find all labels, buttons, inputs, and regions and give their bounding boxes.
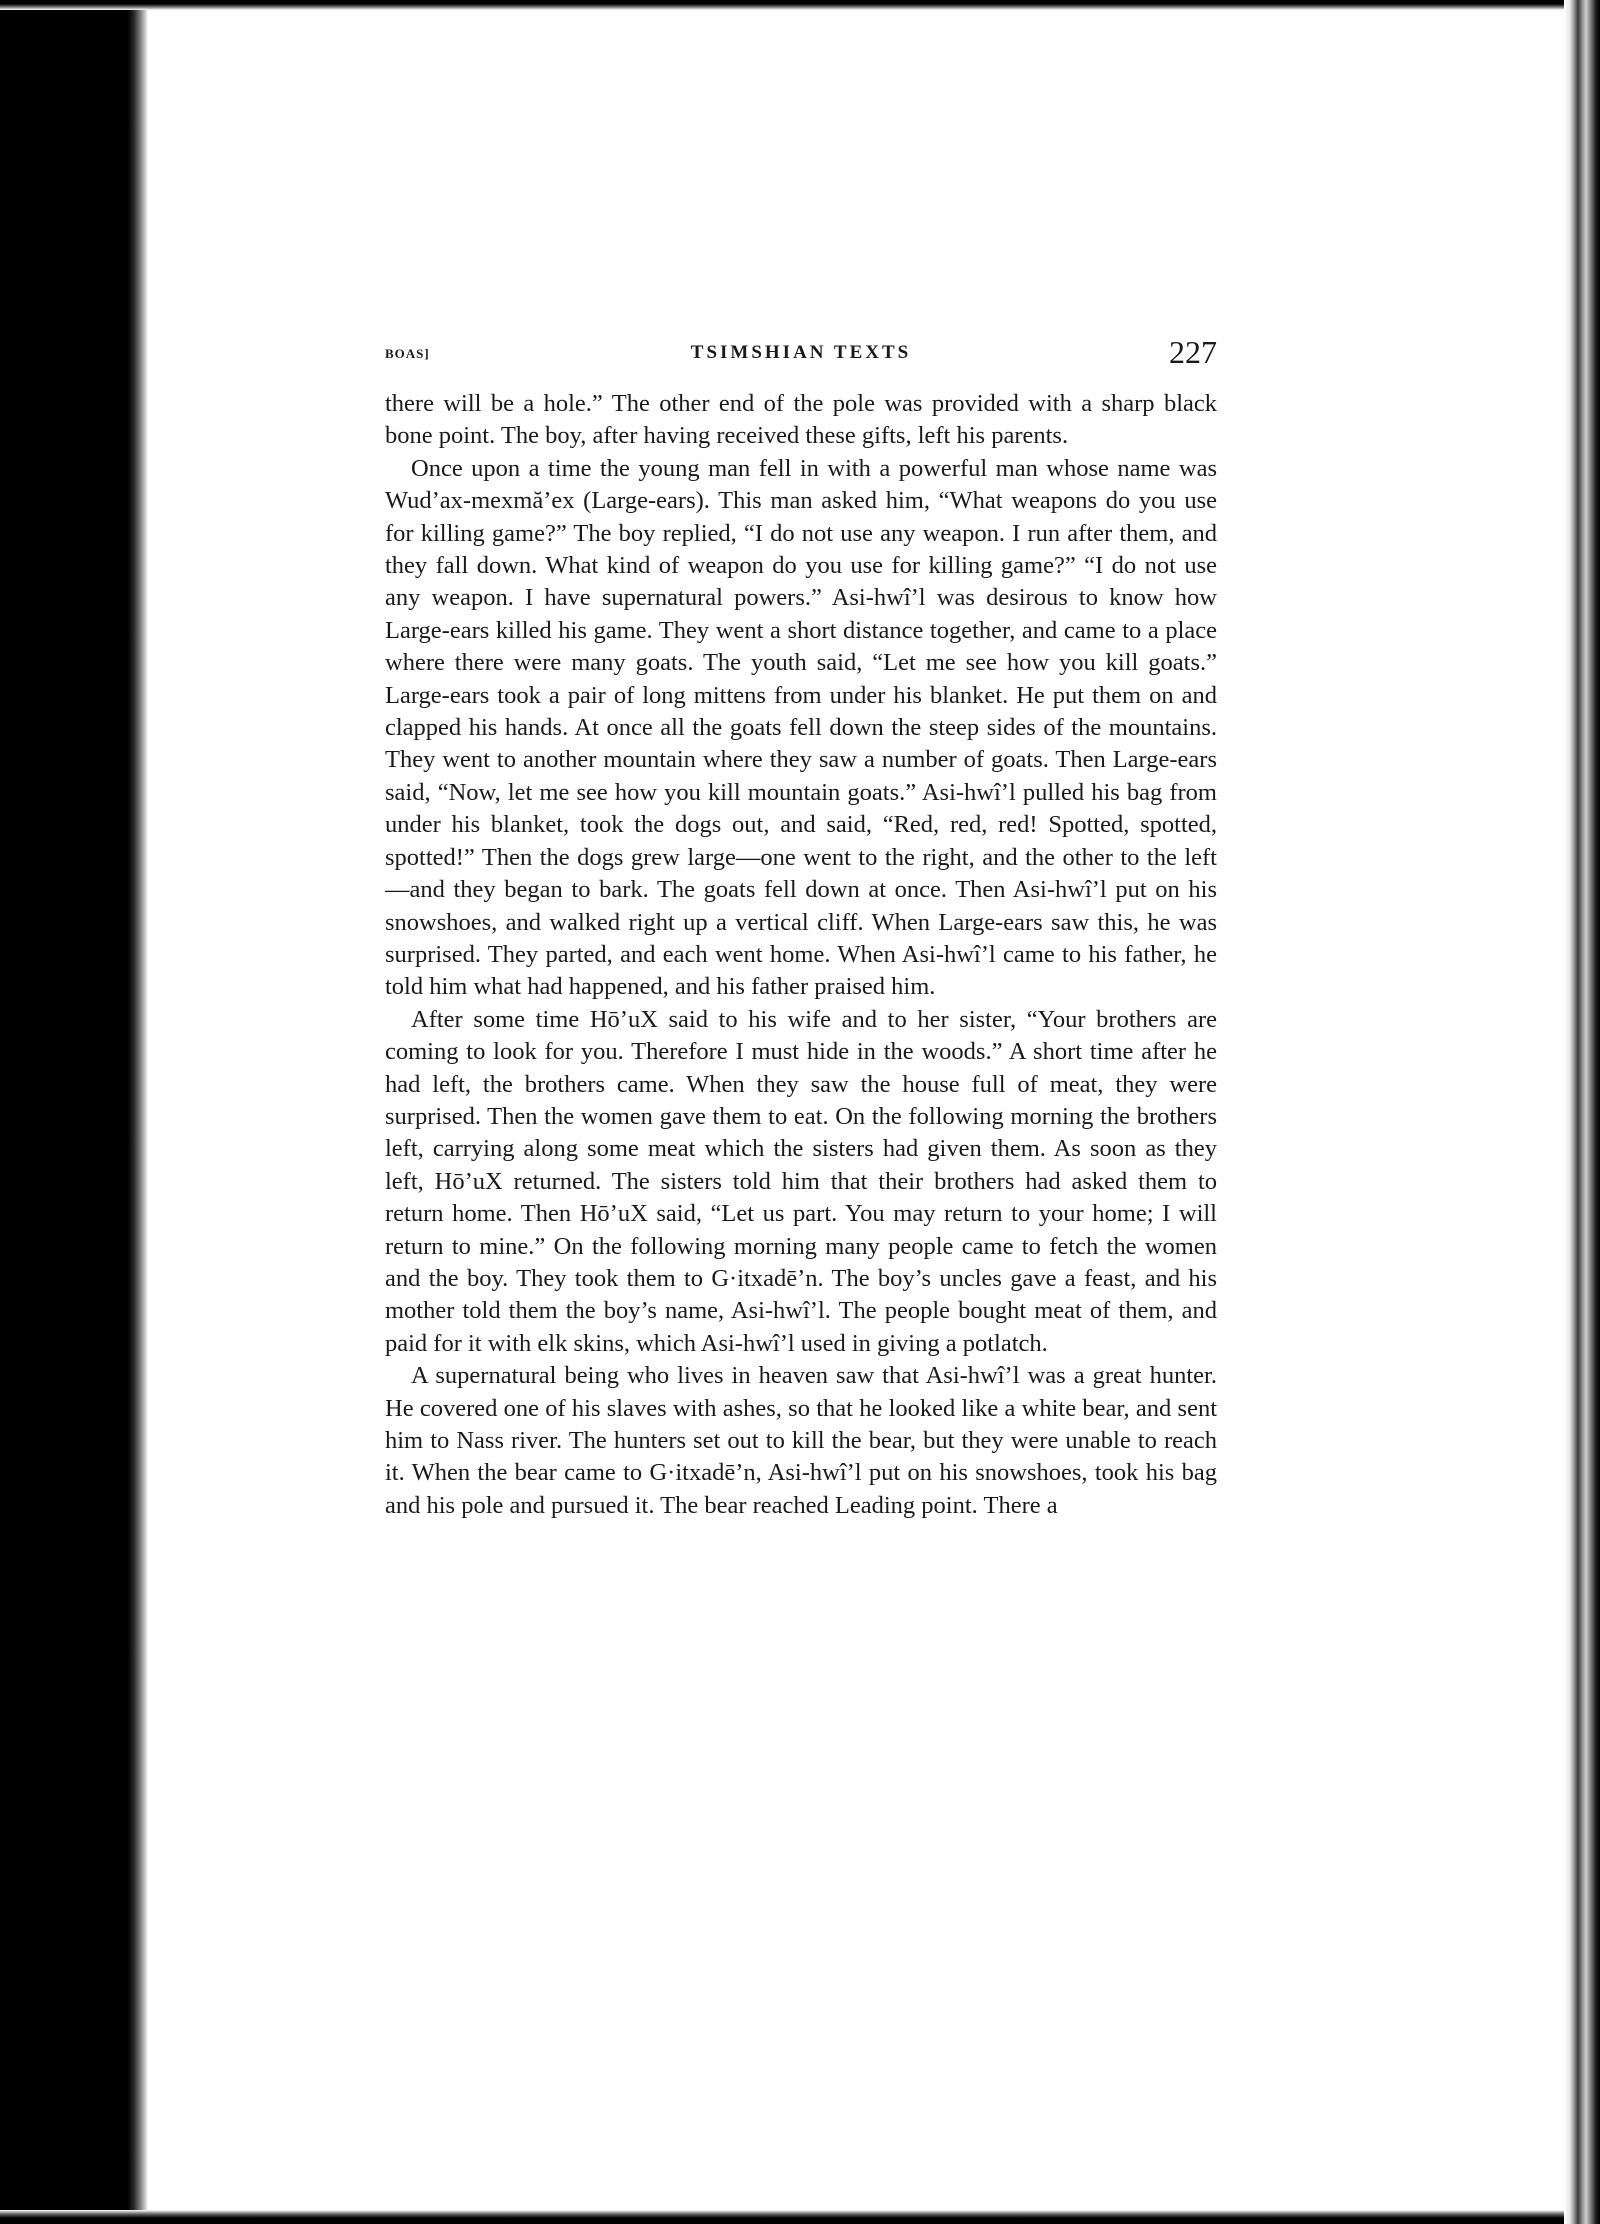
running-title: TSIMSHIAN TEXTS bbox=[690, 342, 912, 363]
book-spine-shadow bbox=[0, 0, 148, 2224]
bottom-scan-border bbox=[0, 2210, 1600, 2224]
top-scan-border bbox=[0, 0, 1600, 10]
page-number: 227 bbox=[1169, 334, 1217, 370]
paragraph: Once upon a time the young man fell in with a powerful man whose name was Wud’ax-mexmă’ex (Large-ears). This man asked him, “What weapons do you use for killing game?” The boy replied, “I do not use any weapon. I run after them, and they fall down. What kind of weapon do you use for killing game?” “I do not use any weapon. I have supernatural powers.” Asi-hwî’l was desirous to know how Large-ears killed his game. They went a short distance together, and came to a place where there were many goats. The youth said, “Let me see how you kill goats.” Large-ears took a pair of long mittens from under his blanket. He put them on and clapped his hands. At once all the goats fell down the steep sides of the mountains. They went to another mountain where they saw a number of goats. Then Large-ears said, “Now, let me see how you kill mountain goats.” Asi-hwî’l pulled his bag from under his blanket, took the dogs out, and said, “Red, red, red! Spotted, spotted, spotted!” Then the dogs grew large—one went to the right, and the other to the left—and they began to bark. The goats fell down at once. Then Asi-hwî’l put on his snowshoes, and walked right up a vertical cliff. When Large-ears saw this, he was surprised. They parted, and each went home. When Asi-hwî’l came to his father, he told him what had happened, and his father praised him. bbox=[385, 454, 1217, 1001]
paragraph: there will be a hole.” The other end of the pole was provided with a sharp black bone point. The boy, after having received these gifts, left his parents. bbox=[385, 390, 1217, 450]
page-edge-stack bbox=[1564, 0, 1600, 2224]
paragraph: A supernatural being who lives in heaven saw that Asi-hwî’l was a great hunter. He covered one of his slaves with ashes, so that he looked like a white bear, and sent him to Nass river. The hunters set out to kill the bear, but they were unable to reach it. When the bear came to G·itxadē’n, Asi-hwî’l put on his snowshoes, took his bag and his pole and pursued it. The bear reached Leading point. There a bbox=[385, 1362, 1217, 1519]
paragraph: After some time Hō’uX said to his wife and to her sister, “Your brothers are coming to look for you. Therefore I must hide in the woods.” A short time after he had left, the brothers came. When they saw the house full of meat, they were surprised. Then the women gave them to eat. On the following morning the brothers left, carrying along some meat which the sisters had given them. As soon as they left, Hō’uX returned. The sisters told him that their brothers had asked them to return home. Then Hō’uX said, “Let us part. You may return to your home; I will return to mine.” On the following morning many people came to fetch the women and the boy. They took them to G·itxadē’n. The boy’s uncles gave a feast, and his mother told them the boy’s name, Asi-hwî’l. The people bought meat of them, and paid for it with elk skins, which Asi-hwî’l used in giving a potlatch. bbox=[385, 1005, 1217, 1357]
author-mark: BOAS] bbox=[385, 346, 430, 361]
running-head bbox=[385, 336, 1217, 376]
body-text bbox=[385, 388, 1217, 1522]
